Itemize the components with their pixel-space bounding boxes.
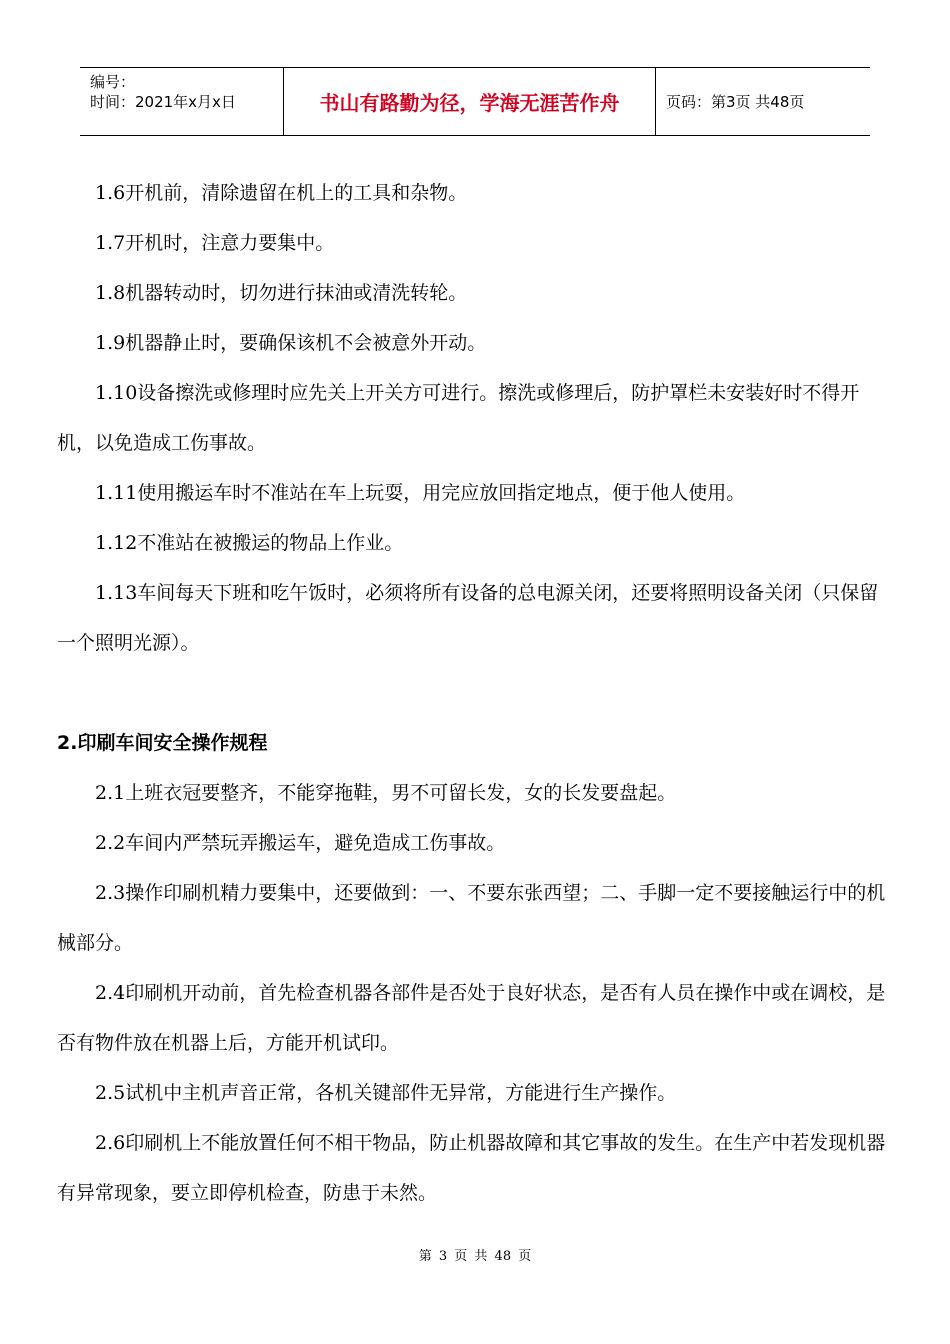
paragraph-1-8: 1.8机器转动时，切勿进行抹油或清洗转轮。: [95, 282, 468, 304]
document-number-label: 编号：: [90, 73, 136, 91]
document-body: [57, 168, 892, 1218]
paragraph-1-7: 1.7开机时，注意力要集中。: [95, 232, 335, 254]
paragraph-1-13: 1.13车间每天下班和吃午饭时，必须将所有设备的总电源关闭，还要将照明设备关闭（只保留一个照明光源）。: [57, 582, 879, 654]
paragraph-2-2: 2.2车间内严禁玩弄搬运车，避免造成工伤事故。: [95, 832, 506, 854]
paragraph-1-11: 1.11使用搬运车时不准站在车上玩耍，用完应放回指定地点，便于他人使用。: [95, 482, 746, 504]
paragraph-2-6: 2.6印刷机上不能放置任何不相干物品，防止机器故障和其它事故的发生。在生产中若发现机器有异常现象，要立即停机检查，防患于未然。: [57, 1132, 886, 1204]
paragraph-2-1: 2.1上班衣冠要整齐，不能穿拖鞋，男不可留长发，女的长发要盘起。: [95, 782, 677, 804]
paragraph-2-5: 2.5试机中主机声音正常，各机关键部件无异常，方能进行生产操作。: [95, 1082, 677, 1104]
paragraph-2-3: 2.3操作印刷机精力要集中，还要做到：一、不要东张西望；二、手脚一定不要接触运行中的机械部分。: [57, 882, 886, 954]
section-2-heading: 2.印刷车间安全操作规程: [57, 732, 268, 754]
paragraph-2-4: 2.4印刷机开动前，首先检查机器各部件是否处于良好状态，是否有人员在操作中或在调校，是否有物件放在机器上后，方能开机试印。: [57, 982, 886, 1054]
page-footer: 第 3 页 共 48 页: [418, 1249, 532, 1264]
page-header: [80, 67, 870, 136]
paragraph-1-12: 1.12不准站在被搬运的物品上作业。: [95, 532, 404, 554]
paragraph-1-6: 1.6开机前，清除遗留在机上的工具和杂物。: [95, 182, 468, 204]
paragraph-1-10: 1.10设备擦洗或修理时应先关上开关方可进行。擦洗或修理后，防护罩栏未安装好时不得开机，以免造成工伤事故。: [57, 382, 860, 454]
header-left-cell: [80, 68, 283, 135]
header-motto: 书山有路勤为径，学海无涯苦作舟: [283, 68, 656, 135]
paragraph-1-9: 1.9机器静止时，要确保该机不会被意外开动。: [95, 332, 487, 354]
document-date-label: 时间：2021年x月x日: [90, 93, 236, 111]
header-page-info: 页码：第3页 共48页: [666, 93, 805, 111]
